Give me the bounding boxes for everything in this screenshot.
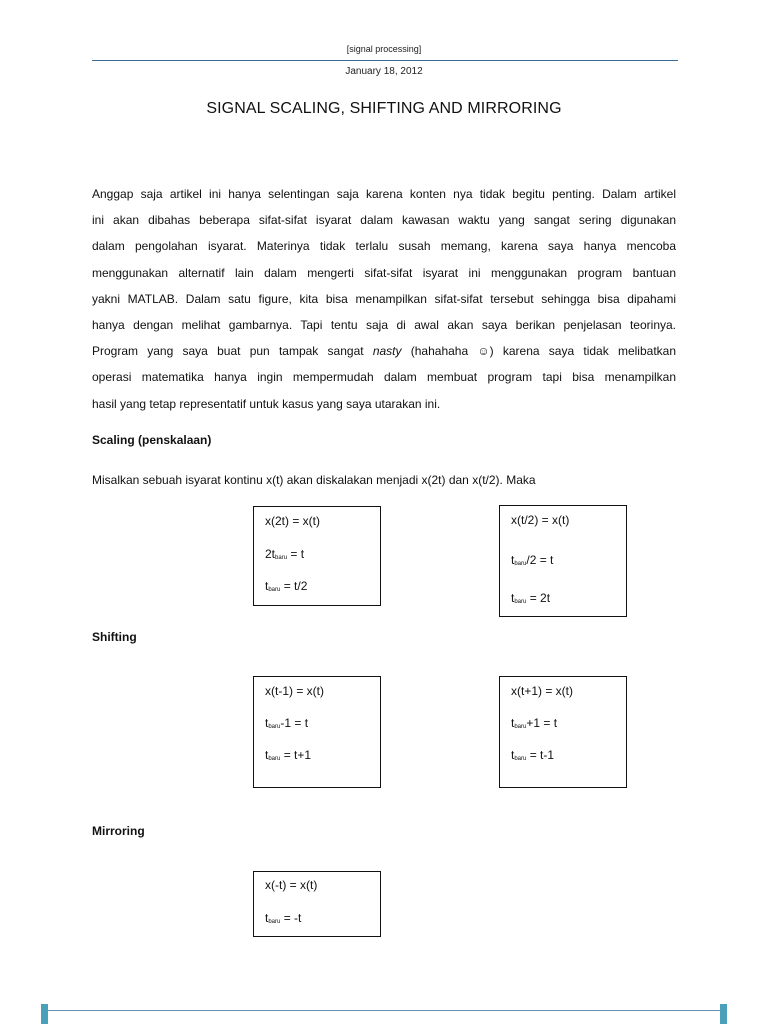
eq-part: t bbox=[511, 716, 515, 730]
subscript-baru: baru bbox=[268, 919, 281, 925]
header-tag: [signal processing] bbox=[346, 44, 422, 54]
equation: x(t+1) = x(t) bbox=[511, 684, 574, 698]
equation-box-scale-2t bbox=[253, 506, 381, 606]
equation: x(t-1) = x(t) bbox=[265, 684, 324, 698]
eq-part: = t-1 bbox=[526, 748, 555, 762]
eq-part: t bbox=[511, 591, 515, 605]
paragraph-line: dalam pengolahan isyarat. Materinya tidak terlalu susah memang, karena saya hanya mencoba bbox=[92, 239, 676, 254]
italic-word: nasty bbox=[372, 344, 402, 359]
eq-part: -1 = t bbox=[280, 716, 309, 730]
equation bbox=[511, 748, 554, 762]
eq-part: = t+1 bbox=[280, 748, 312, 762]
eq-part: t bbox=[265, 579, 269, 593]
footer-rule bbox=[46, 1010, 722, 1011]
paragraph-line: hanya dengan melihat gambarnya. Tapi tentu saja di awal akan saya berikan penjelasan teorinya. bbox=[92, 318, 676, 333]
eq-part: /2 = t bbox=[526, 553, 554, 567]
subscript-baru: baru bbox=[514, 724, 527, 730]
subscript-baru: baru bbox=[514, 561, 527, 567]
eq-part: +1 = t bbox=[526, 716, 558, 730]
eq-part: = -t bbox=[280, 911, 302, 925]
equation bbox=[265, 911, 301, 925]
eq-part: t bbox=[265, 911, 269, 925]
footer-bar-left bbox=[41, 1004, 48, 1024]
equation bbox=[511, 716, 557, 730]
section-heading-scaling: Scaling (penskalaan) bbox=[92, 433, 212, 447]
equation: x(2t) = x(t) bbox=[265, 514, 321, 528]
paragraph-line: menggunakan alternatif lain dalam mengerti sifat-sifat isyarat ini menggunakan program bantuan bbox=[92, 265, 676, 280]
subscript-baru: baru bbox=[275, 555, 288, 561]
subscript-baru: baru bbox=[268, 756, 281, 762]
intro-paragraph bbox=[92, 181, 676, 417]
paragraph-line: yakni MATLAB. Dalam satu figure, kita bisa menampilkan sifat-sifat tersebut sehingga bisa dipahami bbox=[92, 291, 676, 306]
paragraph-line-7 bbox=[92, 338, 676, 364]
line7-end: (hahahaha ☺) karena saya tidak melibatkan bbox=[401, 344, 677, 359]
paragraph-line: Anggap saja artikel ini hanya selentingan saja karena konten nya tidak begitu penting. Dalam artikel bbox=[92, 187, 676, 201]
equation bbox=[265, 579, 307, 593]
equation-box-shift-minus bbox=[253, 676, 381, 788]
header-date: January 18, 2012 bbox=[345, 66, 423, 77]
header-rule bbox=[92, 60, 678, 61]
subscript-baru: baru bbox=[514, 756, 527, 762]
eq-part: t bbox=[511, 748, 515, 762]
equation: x(t/2) = x(t) bbox=[511, 513, 570, 527]
section-heading-mirroring: Mirroring bbox=[92, 824, 145, 838]
equation bbox=[265, 547, 304, 561]
eq-part: t bbox=[511, 553, 515, 567]
paragraph-line: operasi matematika hanya ingin mempermudah dalam membuat program tapi bisa menampilkan bbox=[92, 370, 676, 385]
eq-part: = t/2 bbox=[280, 579, 308, 593]
equation bbox=[511, 553, 553, 567]
eq-part: t bbox=[265, 716, 269, 730]
equation-box-shift-plus bbox=[499, 676, 627, 788]
equation bbox=[511, 591, 550, 605]
equation: x(-t) = x(t) bbox=[265, 878, 318, 892]
page-title: SIGNAL SCALING, SHIFTING AND MIRRORING bbox=[206, 100, 562, 117]
eq-part: 2t bbox=[265, 547, 276, 561]
paragraph-line: ini akan dibahas beberapa sifat-sifat isyarat dalam kawasan waktu yang sangat sering digunakan bbox=[92, 213, 676, 228]
subscript-baru: baru bbox=[268, 724, 281, 730]
equation-box-mirror bbox=[253, 871, 381, 937]
eq-part: = t bbox=[287, 547, 305, 561]
eq-part: t bbox=[265, 748, 269, 762]
footer-bar-right bbox=[720, 1004, 727, 1024]
equation bbox=[265, 716, 308, 730]
section-heading-shifting: Shifting bbox=[92, 630, 137, 644]
equation-box-scale-half bbox=[499, 505, 627, 617]
line7-start: Program yang saya buat pun tampak sangat bbox=[92, 344, 373, 359]
equation bbox=[265, 748, 311, 762]
subscript-baru: baru bbox=[268, 587, 281, 593]
paragraph-line: hasil yang tetap representatif untuk kasus yang saya utarakan ini. bbox=[92, 396, 441, 411]
eq-part: = 2t bbox=[526, 591, 551, 605]
scaling-intro-text: Misalkan sebuah isyarat kontinu x(t) akan diskalakan menjadi x(2t) dan x(t/2). Maka bbox=[92, 473, 536, 487]
subscript-baru: baru bbox=[514, 599, 527, 605]
